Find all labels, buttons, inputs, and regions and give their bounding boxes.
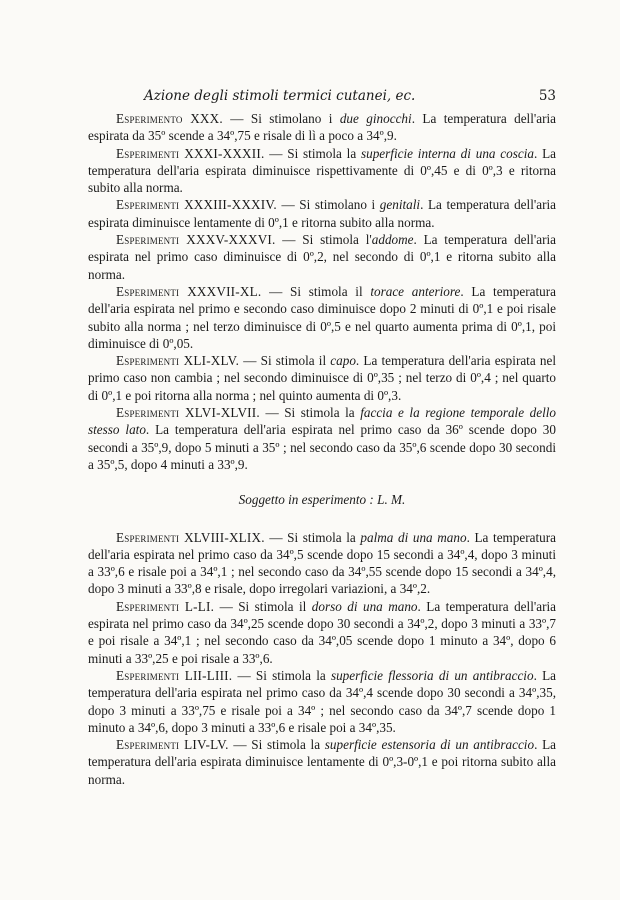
experiment-paragraph: Esperimenti LII-LIII. — Si stimola la superficie flessoria di un antibraccio. La temperatura dell'aria espirata nel primo caso da 34º,4 scende dopo 30 secondi a 34º,35, dopo 3 minuti a 33º,75 e risale poi a 34º ; nel secondo caso da 34º,7 scende dopo 1 minuto a 34º,6, dopo 3 minuti a 33º,6 e risale poi a 34º,35. — [88, 667, 556, 735]
running-head — [88, 88, 556, 104]
experiment-paragraph: Esperimenti XLVI-XLVII. — Si stimola la faccia e la regione temporale dello stesso lato. La temperatura dell'aria espirata nel primo caso da 36º scende dopo 30 secondi a 35º,9, dopo 5 minuti a 35º ; nel secondo caso da 35º,6 scende dopo 30 secondi a 35º,5, dopo 4 minuti a 33º,9. — [88, 405, 556, 472]
page — [88, 88, 556, 788]
body-region: superficie estensoria di un antibraccio — [324, 737, 535, 753]
subject-heading: Soggetto in esperimento : L. M. — [238, 492, 406, 508]
body-region: faccia e la regione temporale dello stesso lato — [88, 405, 556, 438]
experiment-label: Esperimenti XLI-XLV. — [116, 353, 240, 369]
body-region: addome — [371, 232, 414, 248]
experiment-paragraph: Esperimenti LIV-LV. — Si stimola la superficie estensoria di un antibraccio. La temperatura dell'aria espirata diminuisce lentamente di 0º,3-0º,1 e poi ritorna subito alla norma. — [88, 737, 556, 787]
experiment-label: Esperimenti XXXIII-XXXIV. — [116, 197, 277, 213]
body-text — [88, 110, 556, 788]
experiment-label: Esperimento XXX. — [116, 111, 223, 126]
body-region: superficie flessoria di un antibraccio — [330, 667, 534, 683]
body-region: palma di una mano — [360, 529, 467, 545]
page-number: 53 — [538, 88, 556, 104]
body-region: superficie interna di una coscia — [360, 145, 534, 161]
body-region: genitali — [379, 197, 421, 213]
experiment-paragraph: Esperimenti XXXVII-XL. — Si stimola il torace anteriore. La temperatura dell'aria espirata nel primo e secondo caso diminuisce dopo 2 minuti di 0º,1 e poi risale subito alla norma ; nel terzo diminuisce di 0º,5 e nel quarto aumenta prima di 0º,1, poi diminuisce di 0º,05. — [88, 283, 556, 351]
experiment-paragraph: Esperimenti XLVIII-XLIX. — Si stimola la palma di una mano. La temperatura dell'aria espirata nel primo caso da 34º,5 scende dopo 15 secondi a 34º,4, dopo 3 minuti a 33º,6 e risale poi a 34º,1 ; nel secondo caso da 34º,55 scende dopo 15 secondi a 34º,4, dopo 3 minuti a 33º,8 e risale, dopo irregolari variazioni, a 34º,2. — [88, 529, 556, 597]
body-region: dorso di una mano — [311, 598, 418, 614]
body-region: torace anteriore — [370, 283, 461, 299]
experiment-paragraph: Esperimenti XXXIII-XXXIV. — Si stimolano i genitali. La temperatura dell'aria espirata diminuisce lentamente di 0º,1 e ritorna subito alla norma. — [88, 197, 556, 230]
experiment-label: Esperimenti LIV-LV. — [116, 737, 229, 753]
experiment-label: Esperimenti LII-LIII. — [116, 667, 233, 683]
body-region: due ginocchi — [339, 111, 412, 126]
running-title: Azione degli stimoli termici cutanei, ec. — [144, 88, 416, 104]
experiment-label: Esperimenti XXXV-XXXVI. — [116, 232, 276, 248]
experiment-label: Esperimenti XLVIII-XLIX. — [116, 529, 265, 545]
experiment-label: Esperimenti L-LI. — [116, 598, 215, 614]
experiment-label: Esperimenti XLVI-XLVII. — [116, 405, 260, 421]
experiment-paragraph: Esperimenti XXXV-XXXVI. — Si stimola l'addome. La temperatura dell'aria espirata nel primo caso diminuisce di 0º,2, nel secondo di 0º,1 e ritorna subito alla norma. — [88, 232, 556, 282]
experiment-paragraph: Esperimento XXX. — Si stimolano i due ginocchi. La temperatura dell'aria espirata da 35º scende a 34º,75 e risale di lì a poco a 34º,9. — [88, 111, 557, 144]
body-region: capo — [330, 353, 356, 369]
experiment-label: Esperimenti XXXVII-XL. — [116, 283, 262, 299]
experiment-paragraph: Esperimenti XLI-XLV. — Si stimola il capo. La temperatura dell'aria espirata nel primo caso non cambia ; nel secondo diminuisce di 0º,35 ; nel terzo di 0º,4 ; nel quarto di 0º,1 e poi ritorna alla norma ; nel quinto aumenta di 0º,3. — [88, 353, 556, 403]
experiment-label: Esperimenti XXXI-XXXII. — [116, 145, 265, 161]
experiment-paragraph: Esperimenti XXXI-XXXII. — Si stimola la superficie interna di una coscia. La temperatura dell'aria espirata diminuisce rispettivamente di 0º,45 e di 0º,3 e ritorna subito alla norma. — [88, 145, 557, 196]
experiment-paragraph: Esperimenti L-LI. — Si stimola il dorso di una mano. La temperatura dell'aria espirata nel primo caso da 34º,25 scende dopo 30 secondi a 34º,2, dopo 3 minuti a 33º,7 e poi risale a 34º,1 ; nel secondo caso da 34º,05 scende dopo 1 minuto a 34º, dopo 6 minuti a 33º,25 e poi risale a 33º,6. — [88, 598, 556, 666]
